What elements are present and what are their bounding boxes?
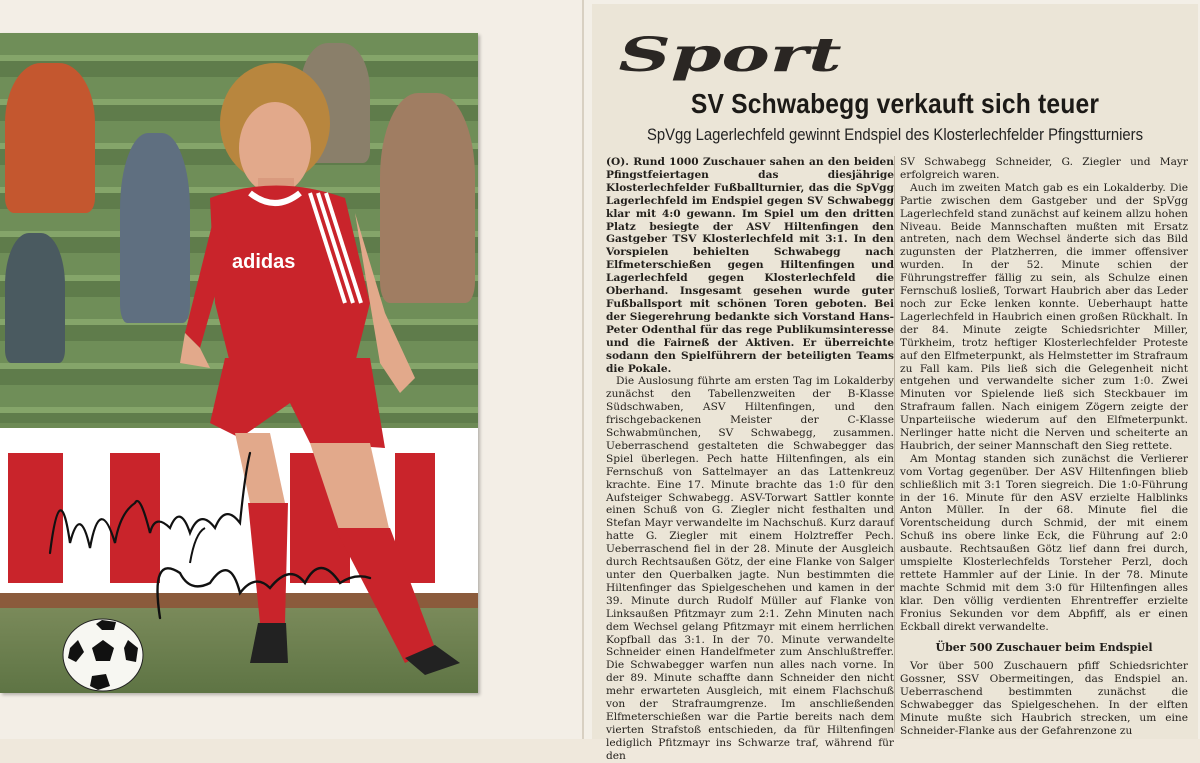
newspaper-page	[582, 0, 1200, 762]
shirt-brand: adidas	[232, 251, 296, 273]
article-paragraph: Die Auslosung führte am ersten Tag im Lokalderby zunächst den Tabellenzweiten der B-Klasse Südschwaben, ASV Hiltenfingen, und den frischgebackenen Meister der C-Klasse Schwabmünchen, SV Schwabegg, zusammen. Ueberraschend gestalteten die Schwabegger das Spiel überlegen. Pech hatte Hiltenfingen, als ein Fernschuß von Sattelmayer an das Lattenkreuz krachte. Eine 17. Minute brachte das 1:0 für den Aufsteiger Schwabegg. ASV-Torwart Sattler konnte einen Schuß von G. Ziegler nicht festhalten und Stefan Mayr verwandelte im Nachschuß. Kurz darauf hatte G. Ziegler mit einem Holztreffer Pech. Ueberraschend fiel in der 28. Minute der Ausgleich durch Rechtsaußen Götz, der eine Flanke von Salger unter den Querbalken jagte. Nun bestimmten die Hiltenfinger das Spielgeschehen und kamen in der 39. Minute durch Rudolf Müller auf Flanke von Linksaußen Pfitzmayr zum 2:1. Zehn Minuten nach dem Wechsel gelang Pfitzmayr mit einem herrlichen Kopfball das 3:1. In der 70. Minute verwandelte Schneider einen Handelfmeter zum Anschlußtreffer. Die Schwabegger warfen nun alles nach vorne. In der 89. Minute schaffte dann Schneider den nicht mehr erwarteten Ausgleich, mit einem Flachschuß von der Strafraumgrenze. Im anschließenden Elfmeterschießen war die Partie bereits nach dem vierten Strafstoß entschieden, da für Hiltenfingen lediglich Pfitzmayr ins Schwarze traf, während für den	[606, 375, 894, 762]
article-subheadline: SpVgg Lagerlechfeld gewinnt Endspiel des Klosterlechfelder Pfingstturniers	[646, 126, 1144, 144]
article-column-left	[606, 156, 894, 763]
article-paragraph: Vor über 500 Zuschauern pfiff Schiedsrichter Gossner, SSV Obermeitingen, das Endspiel an. Ueberraschend bestimmten zunächst die Schwabegger das Spielgeschehen. In der elften Minute mußte sich Haubrich strecken, um eine Schneider-Flanke aus der Gefahrenzone zu	[900, 660, 1188, 737]
football	[62, 618, 144, 692]
spectator	[5, 233, 65, 363]
article-subhead: Über 500 Zuschauer beim Endspiel	[935, 640, 1153, 654]
article-headline: SV Schwabegg verkauft sich teuer	[690, 88, 1100, 119]
article-paragraph: SV Schwabegg Schneider, G. Ziegler und Mayr erfolgreich waren.	[900, 156, 1188, 181]
column-divider	[894, 156, 895, 732]
article-lead: (O). Rund 1000 Zuschauer sahen an den beiden Pfingstfeiertagen das diesjährige Klosterlechfelder Fußballturnier, das die SpVgg Lagerlechfeld im Endspiel gegen SV Schwabegg klar mit 4:0 gewann. Im Spiel um den dritten Platz besiegte der ASV Hiltenfingen den Gastgeber TSV Klosterlechfeld mit 3:1. In den Vorspielen behielten Schwabegg nach Elfmeterschießen gegen Hiltenfingen und Lagerlechfeld gegen Klosterlechfeld die Oberhand. Insgesamt gesehen wurde guter Fußballsport mit schönen Toren geboten. Bei der Siegerehrung bedankte sich Vorstand Hans-Peter Odenthal für das rege Publikumsinteresse und die Fairneß der Aktiven. Er überreichte sodann den Spielführern der beteiligten Teams die Pokale.	[606, 156, 894, 375]
section-logo-text: Sport	[618, 28, 842, 82]
article-paragraph: Am Montag standen sich zunächst die Verlierer vom Vortag gegenüber. Der ASV Hiltenfingen blieb schließlich mit 3:1 Toren siegreich. Die 1:0-Führung in der 16. Minute für den ASV erzielte Halblinks Anton Müller. In der 68. Minute fiel die Vorentscheidung durch Schmid, der mit einem Schuß ins obere linke Eck, die Führung auf 2:0 ausbaute. Rechtsaußen Götz lief dann frei durch, umspielte Klosterlechfelds Torsteher Perzl, doch rettete Hammler auf der Linie. In der 78. Minute machte Schmid mit dem 3:0 für Hiltenfingen alles klar. Den völlig verdienten Ehrentreffer erzielte Fronius Sekunden vor dem Abpfiff, als er einen Eckball direkt verwandelte.	[900, 452, 1188, 633]
autograph-page	[0, 0, 582, 739]
article-column-right	[900, 156, 1188, 738]
handwritten-signature	[40, 433, 380, 633]
newspaper-clipping	[592, 4, 1198, 762]
article-paragraph: Auch im zweiten Match gab es ein Lokalderby. Die Partie zwischen dem Gastgeber und der SpVgg Lagerlechfeld stand zunächst auf keinem allzu hohen Niveau. Beide Mannschaften mußten mit Ersatz antreten, nach dem Wechsel änderte sich das Bild zugunsten der Platzherren, die immer offensiver wurden. In der 52. Minute schien der Führungstreffer fällig zu sein, als Schulze einen Fernschuß losließ, Torwart Haubrich aber das Leder noch zur Ecke lenken konnte. Ueberhaupt hatte Lagerlechfeld in Haubrich einen großen Rückhalt. In der 84. Minute zeigte Schiedsrichter Miller, Türkheim, trotz heftiger Klosterlechfelder Proteste auf den Elfmeterpunkt, als Helmstetter im Strafraum zu Fall kam. Pils ließ sich die Gelegenheit nicht entgehen und verwandelte sicher zum 1:0. Zwei Minuten vor Spielende ließ sich Steckbauer im Strafraum fallen. Nach einigem Zögern zeigte der Unparteiische wiederum auf den Elfmeterpunkt. Nerlinger hatte nicht die Nerven und scheiterte an Haubrich, der seiner Mannschaft den Sieg rettete.	[900, 181, 1188, 452]
spectator	[5, 63, 95, 213]
autograph-card	[0, 33, 478, 693]
sport-section-logo	[616, 18, 1066, 82]
